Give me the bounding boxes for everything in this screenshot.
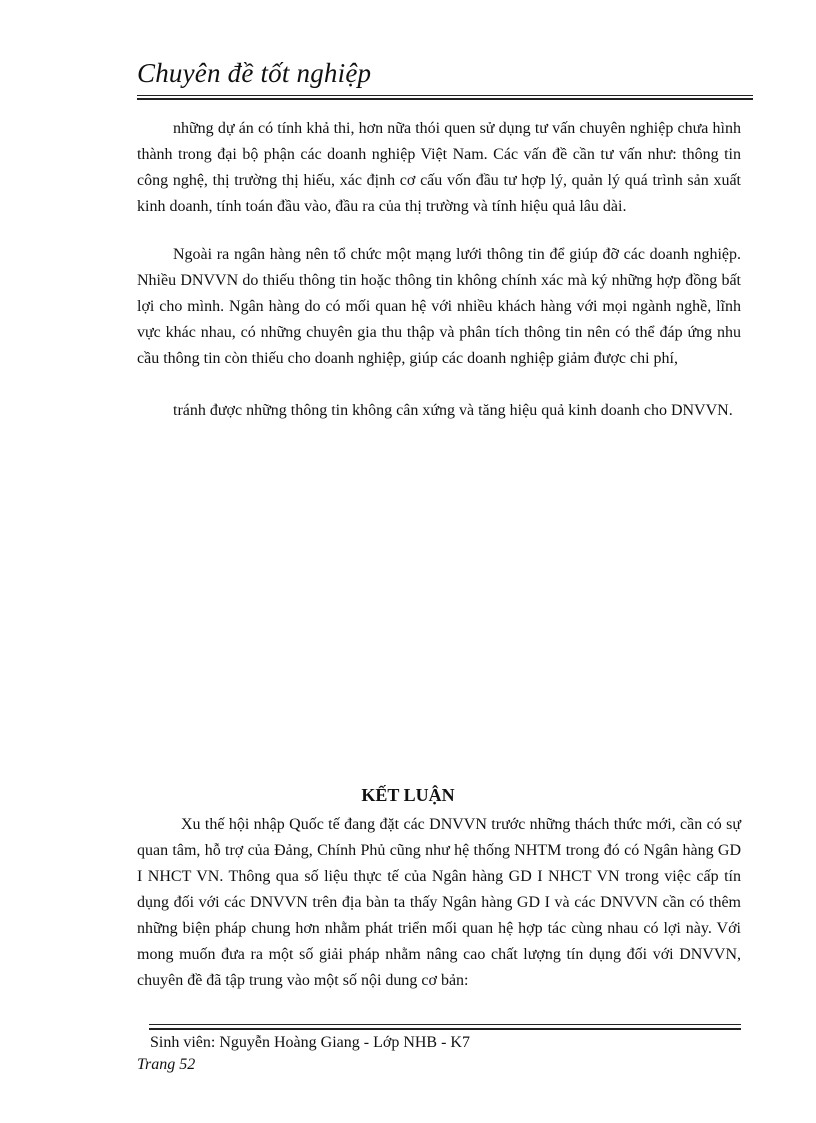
body-paragraph-1: những dự án có tính khả thi, hơn nữa thói quen sử dụng tư vấn chuyên nghiệp chưa hình thành trong đại bộ phận các doanh nghiệp Việt Nam. Các vấn đề cần tư vấn như: thông tin công nghệ, thị trường thị hiếu, xác định cơ cấu vốn đầu tư hợp lý, quản lý quá trình sản xuất kinh doanh, tính toán đầu vào, đầu ra của thị trường và tính hiệu quả lâu dài. [137,120,741,215]
body-paragraph-2: Ngoài ra ngân hàng nên tổ chức một mạng lưới thông tin để giúp đỡ các doanh nghiệp. Nhiều DNVVN do thiếu thông tin hoặc thông tin không chính xác mà ký những hợp đồng bất lợi cho mình. Ngân hàng do có mối quan hệ với nhiều khách hàng với mọi ngành nghề, lĩnh vực khác nhau, có những chuyên gia thu thập và phân tích thông tin nên có thể đáp ứng nhu cầu thông tin còn thiếu cho doanh nghiệp, giúp các doanh nghiệp giảm được chi phí, [137,246,741,367]
footer-divider-thick [149,1028,741,1030]
document-title: Chuyên đề tốt nghiệp [137,58,372,88]
body-paragraph-3: tránh được những thông tin không cân xứng và tăng hiệu quả kinh doanh cho DNVVN. [173,402,733,419]
footer-divider-thin [149,1024,741,1025]
header-divider-thick [137,98,753,100]
conclusion-paragraph: Xu thế hội nhập Quốc tế đang đặt các DNVVN trước những thách thức mới, cần có sự quan tâm, hỗ trợ của Đảng, Chính Phủ cũng như hệ thống NHTM trong đó có Ngân hàng GD I NHCT VN. Thông qua số liệu thực tế của Ngân hàng GD I NHCT VN trong việc cấp tín dụng đối với các DNVVN trên địa bàn ta thấy Ngân hàng GD I và các DNVVN cần có thêm những biện pháp chung hơn nhằm phát triển mối quan hệ hợp tác cùng nhau có lợi này. Với mong muốn đưa ra một số giải pháp nhằm nâng cao chất lượng tín dụng đối với DNVVN, chuyên đề đã tập trung vào một số nội dung cơ bản: [137,816,741,989]
section-heading: KẾT LUẬN [361,785,455,805]
header-divider-thin [137,95,753,96]
footer-student-info: Sinh viên: Nguyễn Hoàng Giang - Lớp NHB - K7 [150,1034,470,1051]
page-number: Trang 52 [137,1056,196,1073]
